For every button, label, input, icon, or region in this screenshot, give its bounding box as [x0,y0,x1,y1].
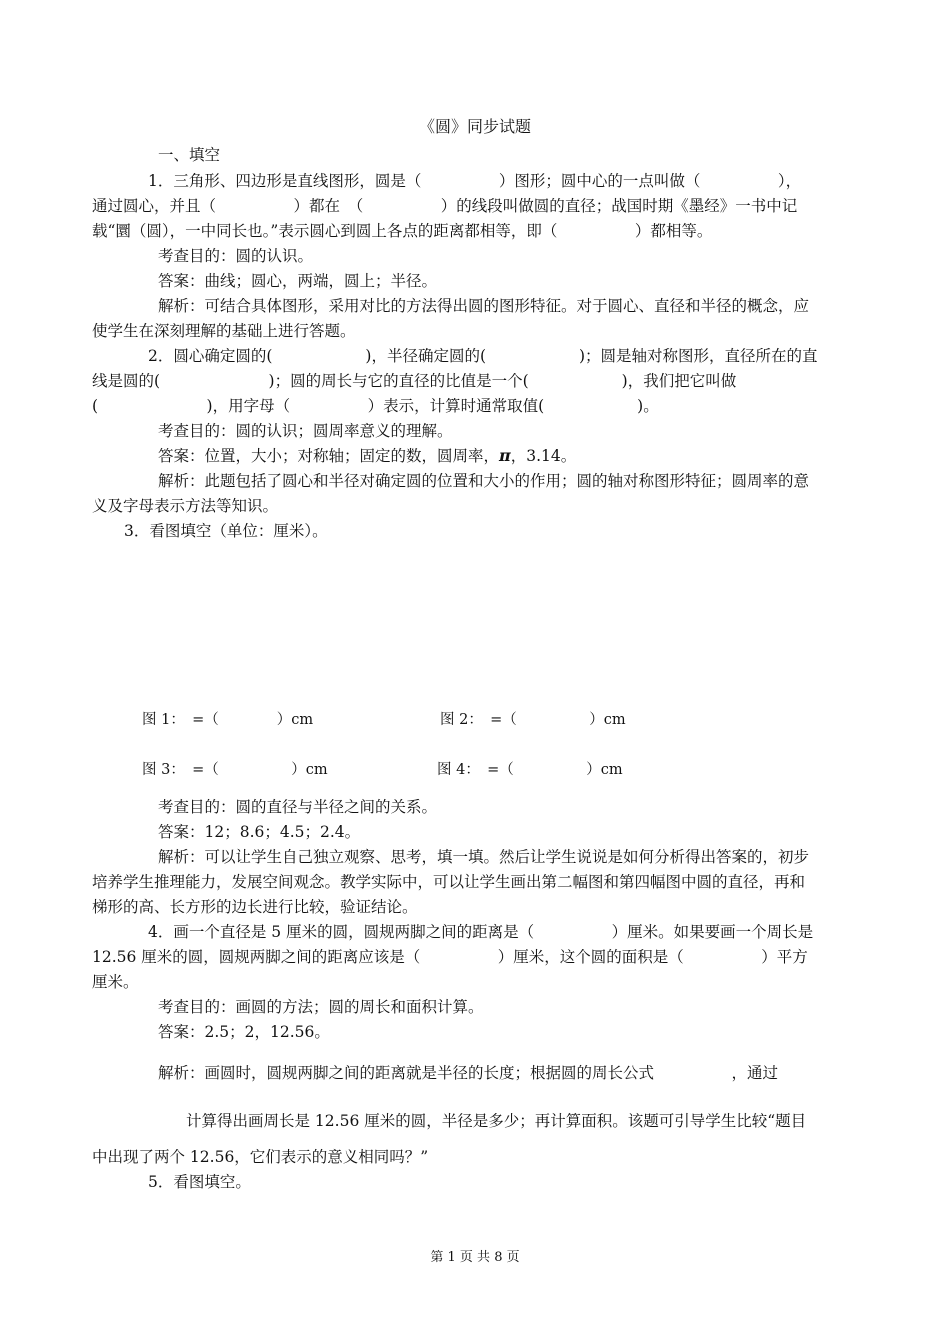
q3-analysis-1: 解析：可以让学生自己独立观察、思考，填一填。然后让学生说说是如何分析得出答案的，初步 [158,848,810,866]
q2-purpose: 考查目的：圆的认识；圆周率意义的理解。 [158,422,453,440]
q1-purpose: 考查目的：圆的认识。 [158,247,314,265]
page-title: 《圆》同步试题 [418,117,531,136]
q1-analysis-2: 使学生在深刻理解的基础上进行答题。 [92,322,356,340]
q4-answer: 答案：2.5；2，12.56。 [158,1023,330,1041]
q1-line2: 通过圆心，并且（ ）都在 （ ）的线段叫做圆的直径；战国时期《墨经》一书中记 [92,197,798,215]
q1-answer: 答案：曲线；圆心，两端，圆上；半径。 [158,272,438,290]
q4-purpose: 考查目的：画圆的方法；圆的周长和面积计算。 [158,998,484,1016]
page-footer: 第 1 页 共 8 页 [430,1250,520,1265]
q3-answer: 答案：12；8.6；4.5；2.4。 [158,823,361,841]
q3-line1: 3．看图填空（单位：厘米）。 [124,522,328,540]
q2-line1: 2．圆心确定圆的( )，半径确定圆的( )；圆是轴对称图形，直径所在的直 [148,347,818,365]
q3-analysis-3: 梯形的高、长方形的边长进行比较，验证结论。 [92,898,418,916]
q2-line3: ( )，用字母（ ）表示，计算时通常取值( )。 [92,397,659,415]
figure-1-blank: 图 1： =（ ）cm [142,712,314,728]
q4-analysis-2: 计算得出画周长是 12.56 厘米的圆，半径是多少；再计算面积。该题可引导学生比较“题目 [186,1112,807,1130]
q2-analysis-2: 义及字母表示方法等知识。 [92,497,279,515]
q2-answer-tail: ，3.14。 [510,447,577,465]
q4-line1: 4．画一个直径是 5 厘米的圆，圆规两脚之间的距离是（ ）厘米。如果要画一个周长是 [148,923,814,941]
figure-3-blank: 图 3： =（ ）cm [142,762,328,778]
q3-purpose: 考查目的：圆的直径与半径之间的关系。 [158,798,438,816]
q5-line1: 5．看图填空。 [148,1173,251,1191]
q1-line1: 1．三角形、四边形是直线图形，圆是（ ）图形；圆中心的一点叫做（ ）， [148,172,802,190]
q4-analysis-1: 解析：画圆时，圆规两脚之间的距离就是半径的长度；根据圆的周长公式 ，通过 [158,1064,779,1082]
q3-analysis-2: 培养学生推理能力，发展空间观念。教学实际中，可以让学生画出第二幅图和第四幅图中圆的直径，再和 [92,873,806,891]
q2-analysis-1: 解析：此题包括了圆心和半径对确定圆的位置和大小的作用；圆的轴对称图形特征；圆周率的意 [158,472,810,490]
q4-line2: 12.56 厘米的圆，圆规两脚之间的距离应该是（ ）厘米，这个圆的面积是（ ）平方 [92,948,808,966]
q1-analysis-1: 解析：可结合具体图形，采用对比的方法得出圆的图形特征。对于圆心、直径和半径的概念，应 [158,297,810,315]
q2-answer [158,445,576,467]
q2-line2: 线是圆的( )；圆的周长与它的直径的比值是一个( )，我们把它叫做 [92,372,737,390]
q2-answer-text: 答案：位置，大小；对称轴；固定的数，圆周率， [158,447,500,465]
q4-analysis-3: 中出现了两个 12.56，它们表示的意义相同吗？” [92,1148,429,1166]
pi-symbol: π [499,446,511,465]
figure-4-blank: 图 4： =（ ）cm [437,762,623,778]
figure-2-blank: 图 2： =（ ）cm [440,712,626,728]
section-heading: 一、填空 [158,146,221,164]
q4-line3: 厘米。 [92,973,139,991]
q1-line3: 载“圜（圆），一中同长也。”表示圆心到圆上各点的距离都相等，即（ ）都相等。 [92,222,713,240]
